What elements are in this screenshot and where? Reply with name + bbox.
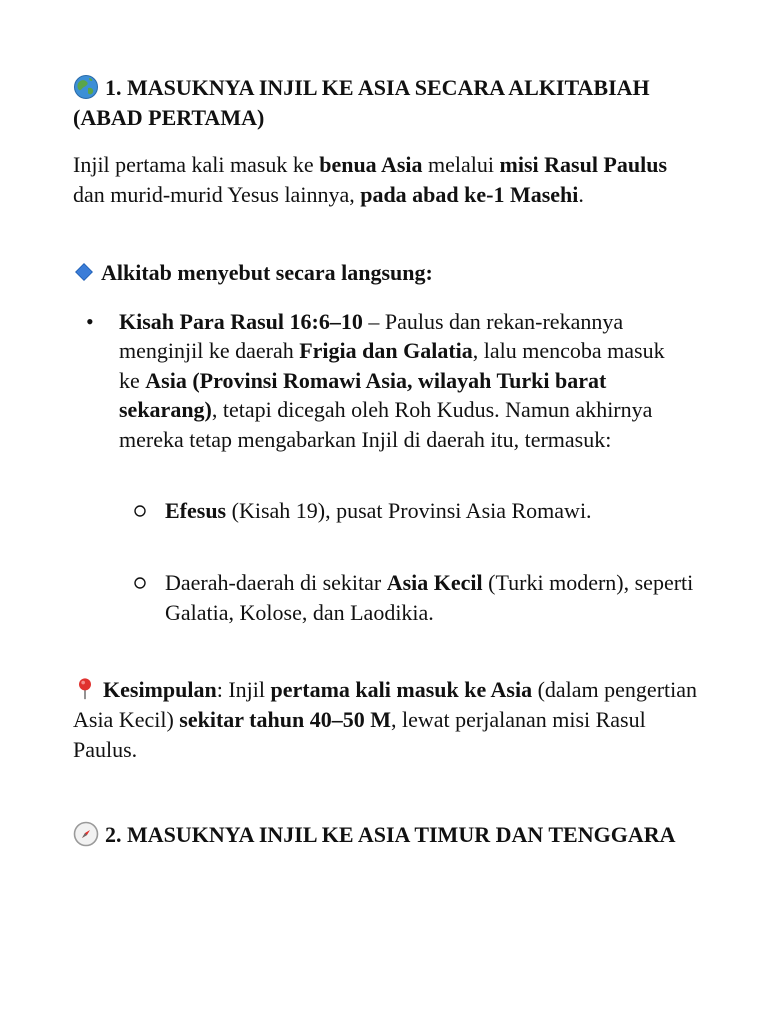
scripture-subheading [73,258,703,288]
bullet-dot: • [86,309,94,334]
bold-text-run: pada abad ke-1 Masehi [360,182,579,207]
text-run: Injil pertama kali masuk ke [73,152,320,177]
bold-text-run: Frigia dan Galatia [299,338,473,364]
bold-text-run: Asia (Provinsi Romawi Asia, wilayah Turki barat sekarang) [119,367,607,423]
text-run: , lalu mencoba masuk ke [119,338,665,393]
globe-asia-icon [73,74,99,100]
blue-diamond-icon [73,261,95,283]
bold-text-run: pertama kali masuk ke Asia [270,677,533,702]
compass-icon [73,821,99,847]
bold-text-run: misi Rasul Paulus [499,152,668,177]
section-2-title: 2. MASUKNYA INJIL KE ASIA TIMUR DAN TENGGARA [105,822,676,847]
section-1-title: 1. MASUKNYA INJIL KE ASIA SECARA ALKITABIAH (ABAD PERTAMA) [73,75,650,130]
hollow-circle-bullet-icon [133,576,147,590]
text-run: : Injil [216,677,271,702]
hollow-circle-bullet-icon [133,504,147,518]
text-run: melalui [422,152,500,177]
intro-paragraph [73,150,703,210]
text-run: (Turki modern), seperti Galatia, Kolose, dan Laodikia. [165,570,694,625]
conclusion-text [73,677,697,762]
text-run: – Paulus dan rekan-rekannya menginjil ke daerah [119,309,624,364]
text-run: dan murid-murid Yesus lainnya, [73,182,361,207]
bullet-acts-16 [119,307,689,454]
bold-text-run: sekitar tahun 40–50 M [179,707,391,732]
text-run: (Kisah 19), pusat Provinsi Asia Romawi. [226,498,592,523]
bold-text-run: Kesimpulan [103,677,217,702]
text-run: . [578,182,584,207]
section-2-heading [73,820,703,850]
bold-text-run: Asia Kecil [386,570,483,595]
sub-bullet-asia-kecil [165,568,705,628]
section-1-heading [73,73,703,133]
bold-text-run: Efesus [165,498,227,523]
round-pushpin-icon [73,677,97,701]
bold-text-run: benua Asia [319,152,423,177]
bold-text-run: Kisah Para Rasul 16:6–10 [119,309,363,334]
text-run: , tetapi dicegah oleh Roh Kudus. Namun akhirnya mereka tetap mengabarkan Injil di daerah itu, termasuk: [119,397,653,452]
sub-bullet-efesus [165,496,705,526]
conclusion-paragraph [73,675,703,765]
subheading-text: Alkitab menyebut secara langsung: [101,260,433,285]
text-run: (dalam pengertian Asia Kecil) [73,677,698,732]
text-run: Daerah-daerah di sekitar [165,570,387,595]
text-run: , lewat perjalanan misi Rasul Paulus. [73,707,646,762]
